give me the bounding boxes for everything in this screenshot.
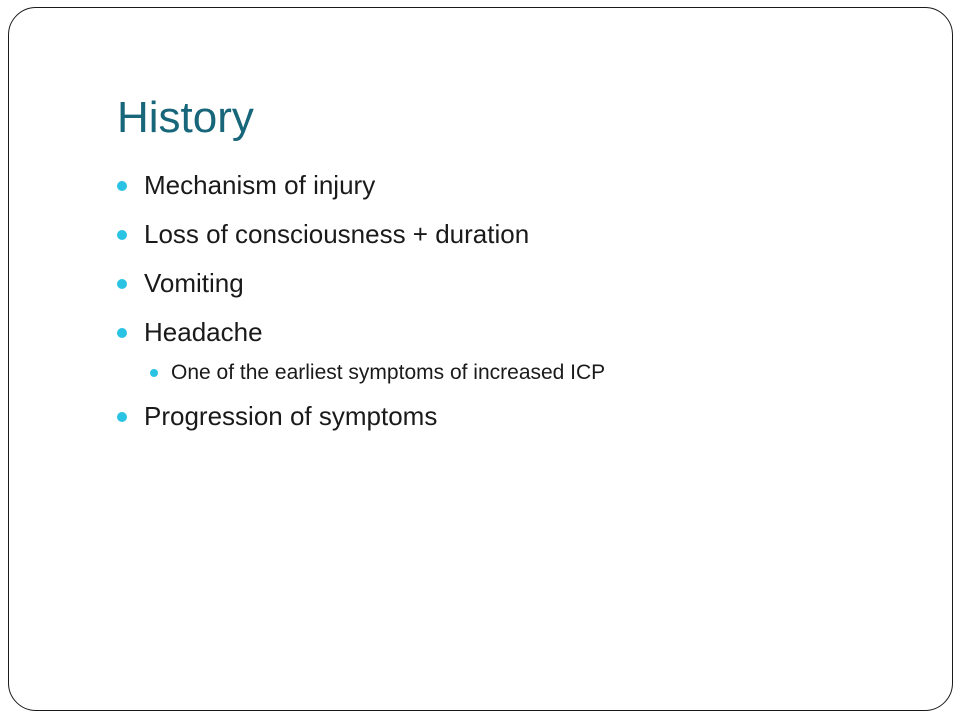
slide-frame	[8, 7, 953, 711]
bullet-dot-icon	[117, 412, 127, 422]
bullet-dot-icon	[117, 328, 127, 338]
sub-bullet-item	[150, 359, 877, 387]
bullet-item	[117, 217, 877, 251]
bullet-text: Headache	[144, 317, 263, 347]
bullet-item	[117, 168, 877, 202]
bullet-text: Loss of consciousness + duration	[144, 219, 530, 249]
bullet-text: Vomiting	[144, 268, 244, 298]
bullet-dot-icon	[117, 181, 127, 191]
bullet-list	[117, 168, 877, 448]
bullet-item	[117, 399, 877, 433]
slide-title: History	[117, 93, 254, 142]
bullet-dot-icon	[150, 369, 158, 377]
bullet-text: Mechanism of injury	[144, 170, 376, 200]
bullet-item	[117, 266, 877, 300]
bullet-dot-icon	[117, 230, 127, 240]
bullet-dot-icon	[117, 279, 127, 289]
bullet-text: Progression of symptoms	[144, 401, 438, 431]
sub-bullet-text: One of the earliest symptoms of increased ICP	[171, 361, 606, 384]
bullet-item	[117, 315, 877, 349]
